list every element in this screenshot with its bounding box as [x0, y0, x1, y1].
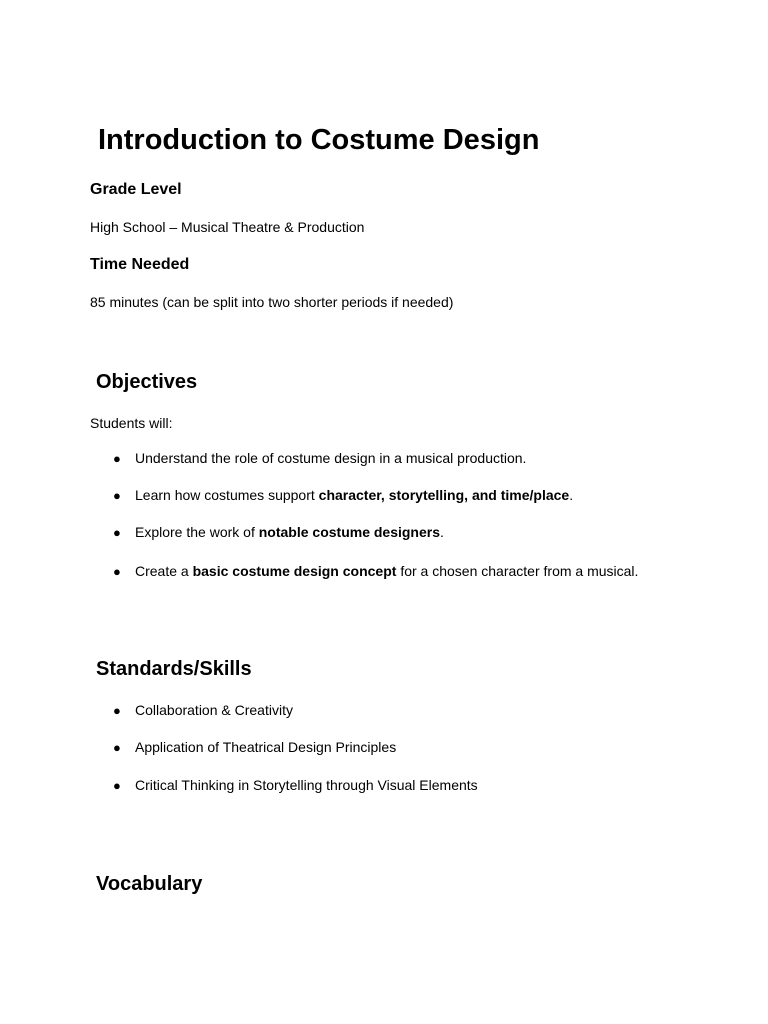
grade-level-heading: Grade Level — [90, 181, 182, 198]
bullet-icon: ● — [113, 488, 121, 503]
bullet-icon: ● — [113, 703, 121, 718]
bullet-icon: ● — [113, 451, 121, 466]
bullet-icon: ● — [113, 525, 121, 540]
vocabulary-heading: Vocabulary — [96, 873, 203, 895]
standards-item-text: Critical Thinking in Storytelling through Visual Elements — [135, 777, 478, 793]
objective-text-end: . — [569, 487, 574, 503]
objective-text-end: for a chosen character from a musical. — [396, 563, 639, 579]
standards-item-text: Collaboration & Creativity — [135, 702, 293, 718]
standards-item-text: Application of Theatrical Design Principles — [135, 739, 397, 755]
document-title: Introduction to Costume Design — [98, 124, 540, 156]
objective-bold-text: character, storytelling, and time/place — [318, 487, 570, 503]
objectives-heading: Objectives — [96, 371, 198, 393]
bullet-icon: ● — [113, 778, 121, 793]
bullet-icon: ● — [113, 564, 121, 579]
objective-text: Create a — [135, 563, 193, 579]
objective-item-3 — [113, 523, 444, 542]
standards-item-2 — [113, 738, 396, 757]
standards-item-3 — [113, 776, 478, 795]
standards-item-1 — [113, 701, 293, 720]
grade-level-text: High School – Musical Theatre & Production — [90, 219, 365, 235]
objective-text: Understand the role of costume design in a musical production. — [135, 450, 527, 466]
objective-bold-text: notable costume designers — [258, 524, 441, 540]
objective-item-2 — [113, 486, 573, 505]
time-needed-heading: Time Needed — [90, 256, 190, 273]
objective-text: Learn how costumes support — [135, 487, 319, 503]
bullet-icon: ● — [113, 740, 121, 755]
objectives-intro: Students will: — [90, 415, 173, 431]
standards-heading: Standards/Skills — [96, 658, 252, 680]
objective-text: Explore the work of — [135, 524, 259, 540]
objective-item-1 — [113, 449, 526, 468]
time-needed-text: 85 minutes (can be split into two shorter periods if needed) — [90, 294, 454, 310]
objective-text-end: . — [440, 524, 444, 540]
objective-bold-text: basic costume design concept — [192, 563, 397, 579]
objective-item-4 — [113, 562, 638, 581]
